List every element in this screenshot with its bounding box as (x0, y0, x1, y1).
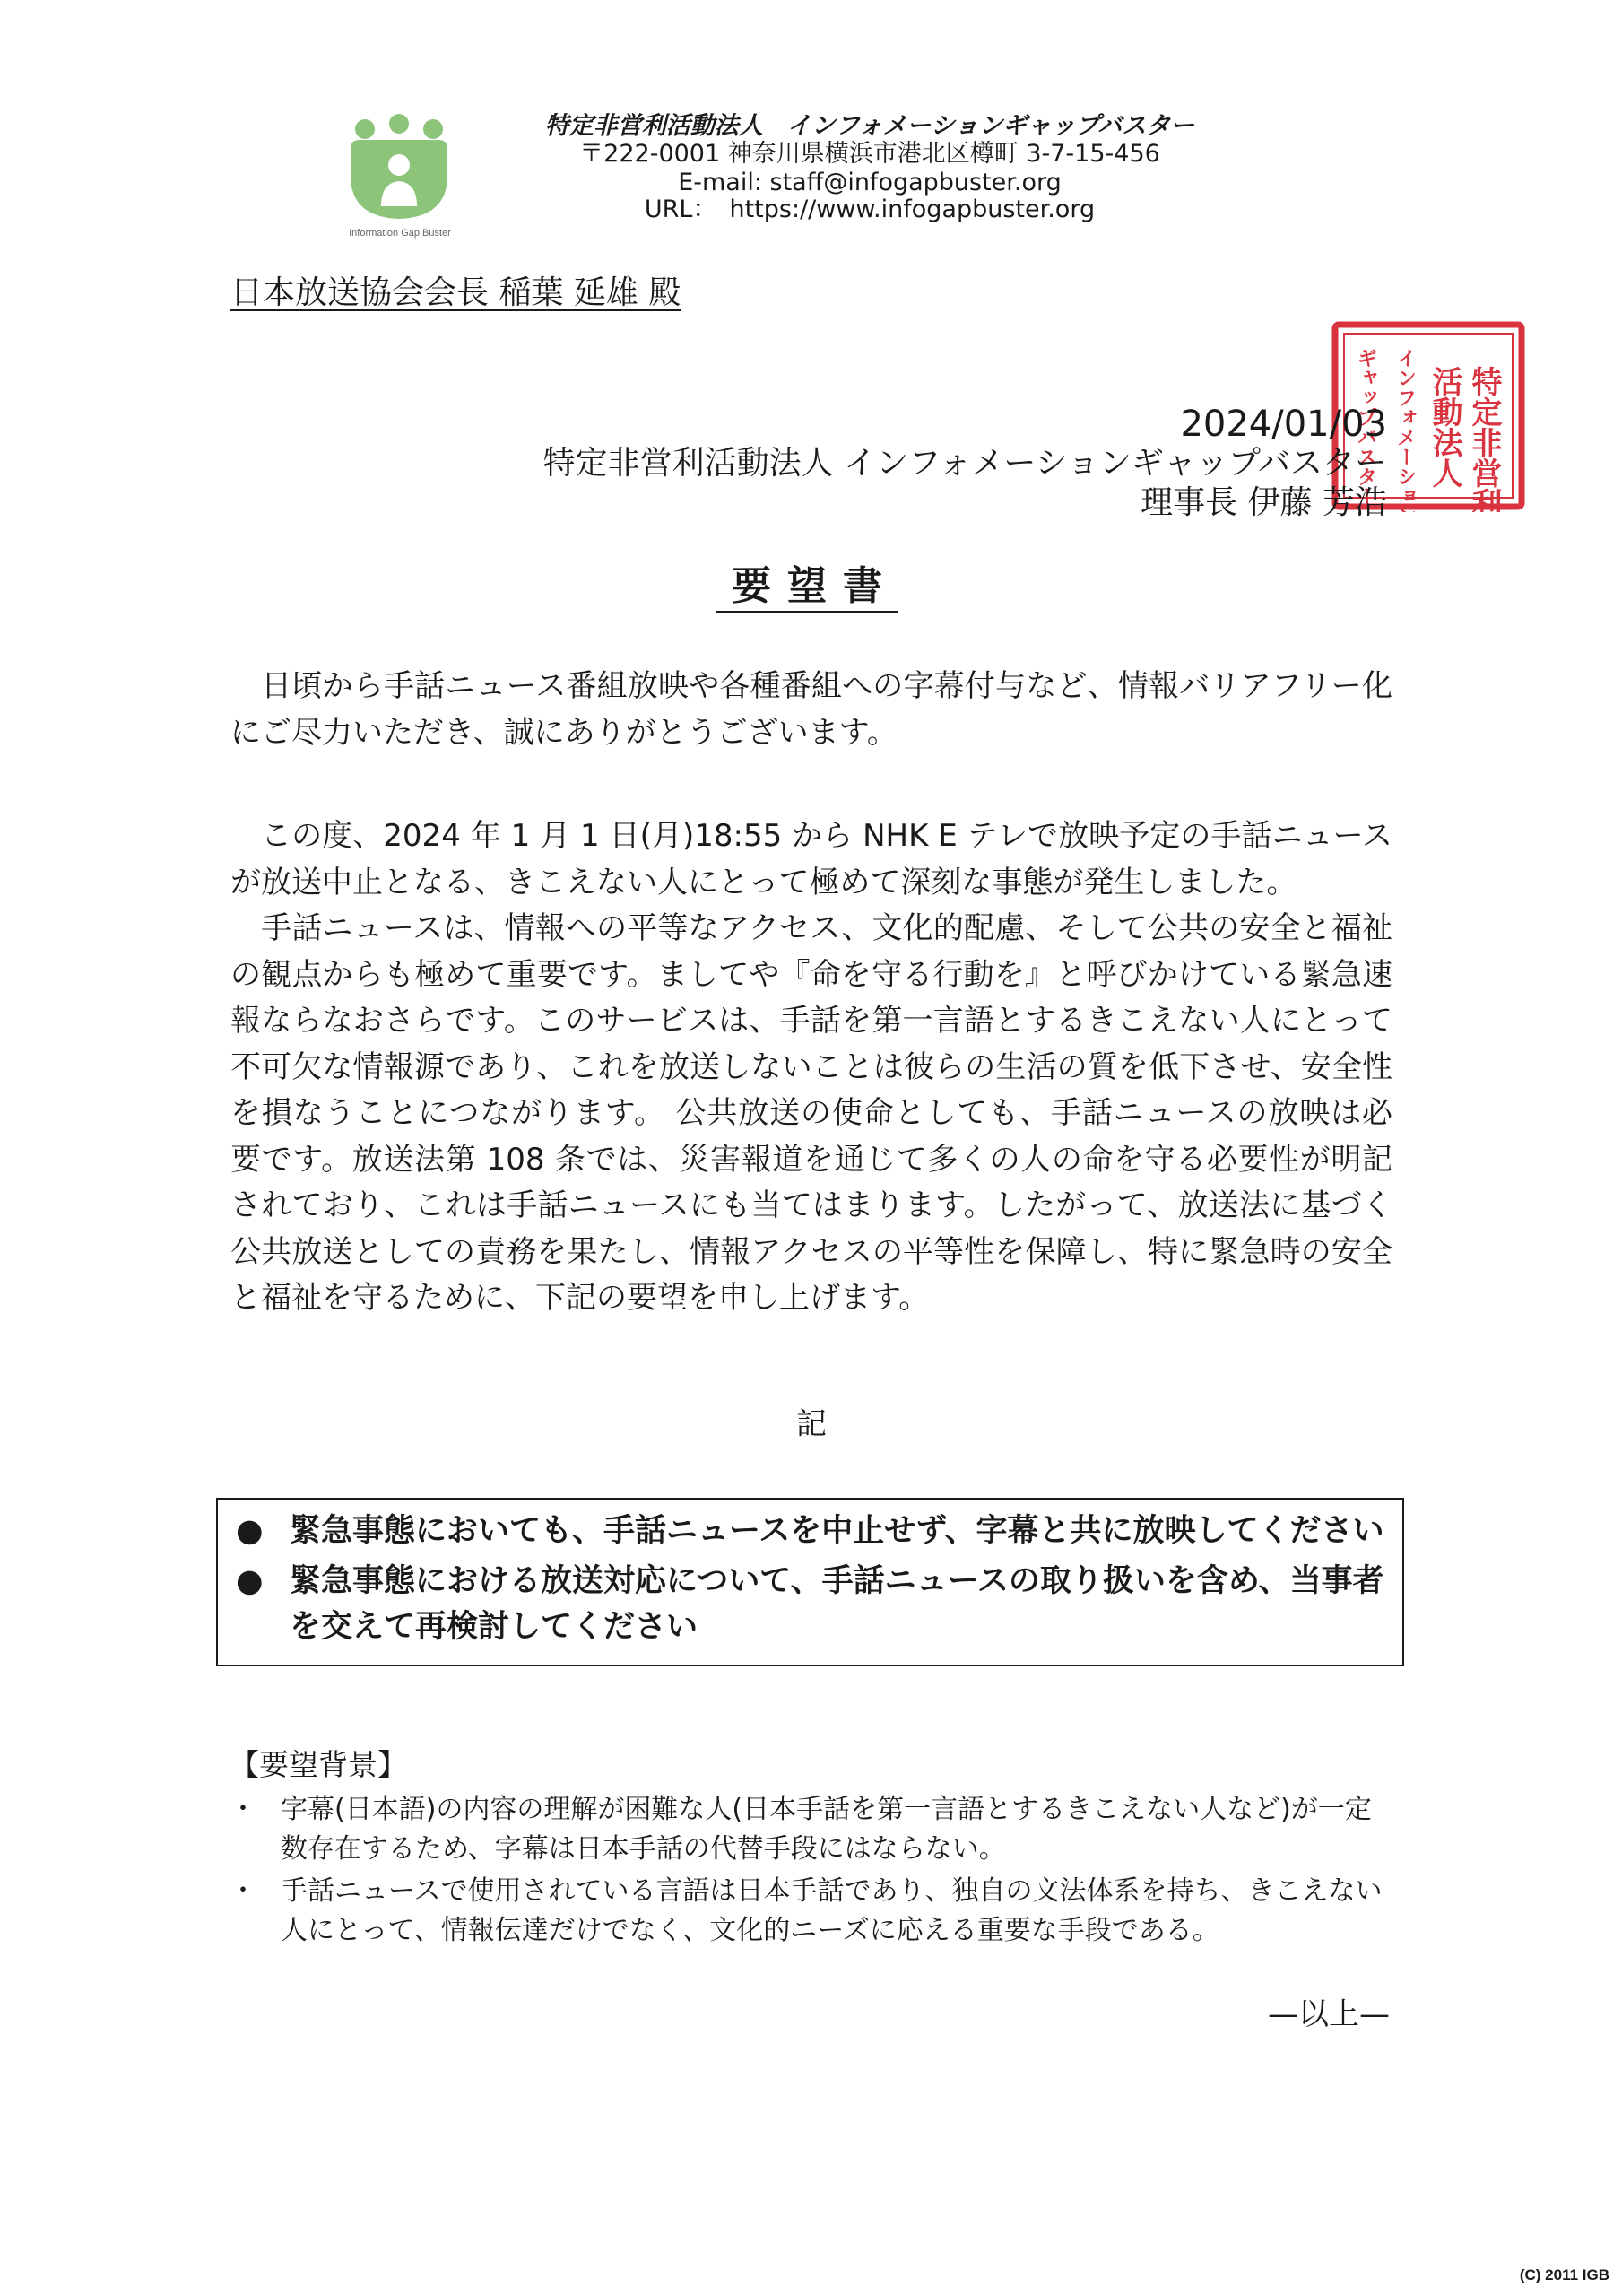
logo-graphic (345, 113, 453, 242)
request-item (236, 1509, 1386, 1554)
svg-text:インフォメーション: インフォメーション (1393, 348, 1417, 512)
background-item (230, 1872, 1395, 1951)
background-text: 手話ニュースで使用されている言語は日本手話であり、独自の文法体系を持ち、きこえない人にとって、情報伝達だけでなく、文化的ニーズに応える重要な手段である。 (281, 1875, 1383, 1946)
bullet-icon: ・ (230, 1875, 256, 1907)
svg-text:ギャップバスター: ギャップバスター (1354, 348, 1377, 506)
bullet-icon: ● (236, 1513, 264, 1549)
document-date: 2024/01/03 (1180, 404, 1387, 445)
letterhead-url[interactable]: https://www.infogapbuster.org (729, 196, 1096, 223)
sender-representative: 理事長 伊藤 芳浩 (1141, 484, 1387, 521)
document-title: 要望書 (538, 561, 1076, 612)
svg-text:特定非営利: 特定非営利 (1466, 366, 1502, 512)
letterhead-address: 〒222-0001 神奈川県横浜市港北区樽町 3-7-15-456 (579, 140, 1160, 168)
request-text: 緊急事態における放送対応について、手話ニュースの取り扱いを含め、当事者を交えて再検討してください (290, 1563, 1384, 1645)
bullet-icon: ・ (230, 1794, 256, 1825)
svg-text:活動法人: 活動法人 (1427, 366, 1462, 488)
letterhead-url-line (520, 196, 1219, 224)
organization-logo (345, 113, 453, 242)
recipient: 日本放送協会会長 稲葉 延雄 殿 (230, 274, 681, 311)
background-item (230, 1790, 1395, 1869)
greeting-paragraph: 日頃から手話ニュース番組放映や各種番組への字幕付与など、情報バリアフリー化にご尽力いただき、誠にありがとうございます。 (230, 668, 1392, 751)
letterhead-org-name: 特定非営利活動法人 インフォメーションギャップバスター (544, 112, 1195, 140)
body-paragraphs (230, 813, 1392, 1322)
request-box (216, 1498, 1404, 1666)
sender-organization: 特定非営利活動法人 インフォメーションギャップバスター (542, 445, 1387, 482)
argument-paragraph: 手話ニュースは、情報への平等なアクセス、文化的配慮、そして公共の安全と福祉の観点からも極めて重要です。ましてや『命を守る行動を』と呼びかけている緊急速報ならなおさらです。このサービスは、手話を第一言語とするきこえない人にとって不可欠な情報源であり、これを放送しないことは彼らの生活の質を低下させ、安全性を損なうことにつながります。 公共放送の使命としても、手話ニュースの放映は必要です。放送法第 108 条では、災害報道を通じて多くの人の命を守る必要性が明記されており、これは手話ニュースにも当てはまります。したがって、放送法に基づく公共放送としての責務を果たし、情報アクセスの平等性を保障し、特に緊急時の安全と福祉を守るために、下記の要望を申し上げます。 (230, 910, 1392, 1316)
letterhead-email: E-mail: staff@infogapbuster.org (678, 169, 1062, 196)
background-text: 字幕(日本語)の内容の理解が困難な人(日本手話を第一言語とするきこえない人など)が一定数存在するため、字幕は日本手話の代替手段にはならない。 (281, 1794, 1372, 1865)
logo-caption: Information Gap Buster (349, 228, 451, 239)
request-text: 緊急事態においても、手話ニュースを中止せず、字幕と共に放映してください (290, 1513, 1384, 1549)
background-heading: 【要望背景】 (230, 1747, 407, 1782)
request-item (236, 1559, 1386, 1650)
closing-mark: —以上— (1268, 1996, 1390, 2032)
bullet-icon: ● (236, 1563, 264, 1599)
footer-copyright: (C) 2011 IGB (1519, 2266, 1609, 2283)
incident-paragraph: この度、2024 年 1 月 1 日(月)18:55 から NHK E テレで放映予定の手話ニュースが放送中止となる、きこえない人にとって極めて深刻な事態が発生しました。 (230, 818, 1392, 900)
letterhead-url-prefix: URL： (644, 196, 717, 223)
ki-marker: 記 (796, 1406, 827, 1442)
